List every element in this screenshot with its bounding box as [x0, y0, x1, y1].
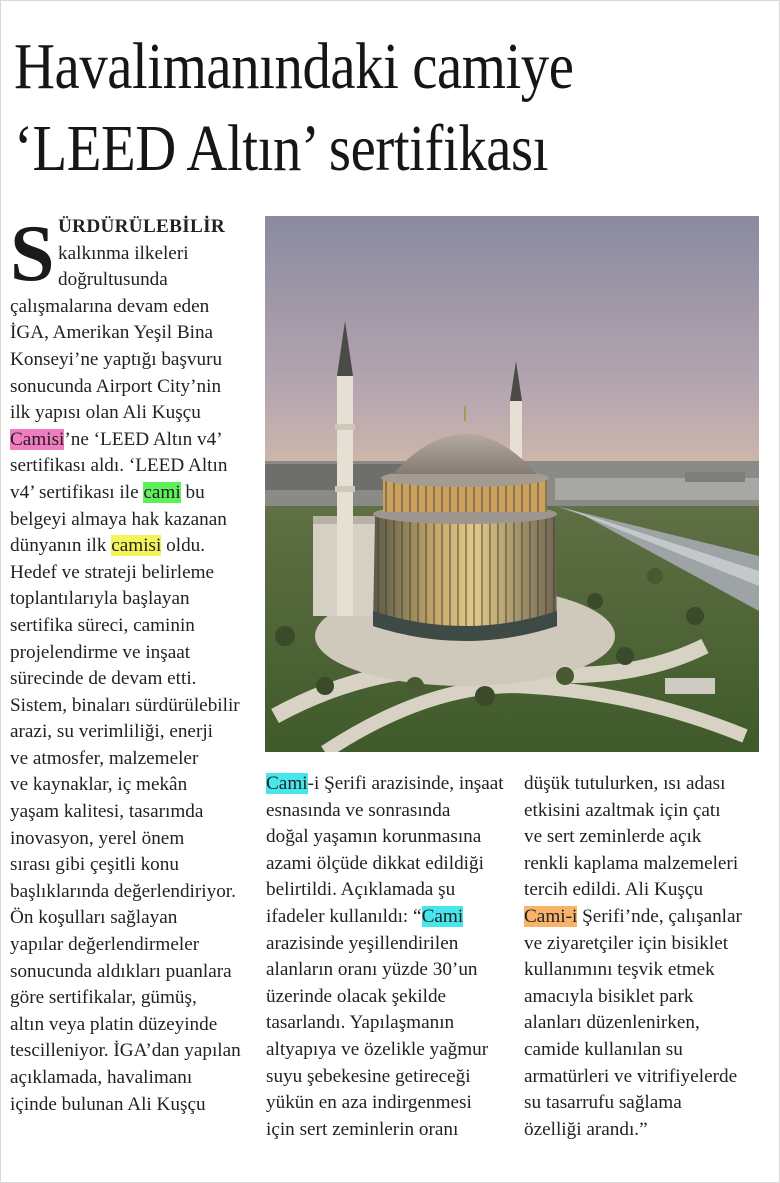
text-line — [10, 480, 258, 507]
text-segment: dünyanın ilk — [10, 535, 112, 557]
text-segment: göre sertifikalar, gümüş, — [10, 987, 197, 1009]
text-segment: ve sert zeminlerde açık — [524, 826, 702, 848]
text-line — [10, 374, 258, 401]
text-segment: kullanımını teşvik etmek — [524, 959, 715, 981]
text-segment: açıklamada, havalimanı — [10, 1067, 193, 1088]
article-column-3 — [524, 771, 774, 1143]
text-line — [524, 1064, 774, 1091]
text-line — [10, 719, 258, 746]
text-segment: doğrultusunda — [58, 269, 168, 291]
text-line — [524, 1090, 774, 1117]
text-segment: Sistem, binaları sürdürülebilir — [10, 694, 240, 716]
text-segment: renkli kaplama malzemeleri — [524, 852, 739, 874]
text-segment: sırası gibi çeşitli konu — [10, 854, 179, 876]
text-segment: içinde bulunan Ali Kuşçu — [10, 1093, 206, 1115]
text-segment: arazisinde yeşillendirilen — [266, 932, 459, 954]
text-segment: camide kullanılan su — [524, 1038, 683, 1060]
text-line — [266, 877, 516, 904]
text-segment: kalkınma ilkeleri — [58, 242, 189, 264]
text-segment: altın veya platin düzeyinde — [10, 1013, 218, 1035]
highlighted-word: Camisi — [10, 428, 65, 450]
text-segment: v4’ sertifikası ile — [10, 481, 144, 503]
text-line — [524, 904, 774, 931]
text-segment: alanların oranı yüzde 30’un — [266, 959, 478, 981]
text-line — [10, 1012, 258, 1039]
text-line — [266, 1090, 516, 1117]
text-segment: alanları düzenlenirken, — [524, 1012, 700, 1034]
text-line — [10, 852, 258, 879]
text-line — [10, 959, 258, 986]
text-segment: azami ölçüde dikkat edildiği — [266, 852, 484, 874]
text-segment: çalışmalarına devam eden — [10, 295, 210, 317]
text-segment: ve atmosfer, malzemeler — [10, 747, 199, 769]
text-line — [524, 957, 774, 984]
text-segment: ve ziyaretçiler için bisiklet — [524, 932, 729, 954]
text-segment: yaşam kalitesi, tasarımda — [10, 801, 204, 823]
text-line — [266, 931, 516, 958]
highlighted-word: Cami-i — [524, 905, 578, 927]
highlighted-word: Cami — [421, 905, 464, 927]
text-line — [10, 214, 258, 241]
headline-line-2: ‘LEED Altın’ sertifikası — [14, 112, 549, 185]
text-line — [10, 932, 258, 959]
text-line — [266, 798, 516, 825]
text-line — [266, 1037, 516, 1064]
text-segment: ÜRDÜRÜLEBİLİR — [58, 216, 226, 237]
text-segment: tercih edildi. Ali Kuşçu — [524, 879, 704, 901]
text-segment: etkisini azaltmak için çatı — [524, 799, 721, 821]
text-line — [10, 985, 258, 1012]
text-segment: esnasında ve sonrasında — [266, 799, 451, 821]
text-line — [10, 267, 258, 294]
text-segment: -i Şerifi arazisinde, inşaat — [307, 773, 504, 794]
text-segment: suyu şebekesine getireceği — [266, 1065, 471, 1087]
text-segment: inovasyon, yerel önem — [10, 827, 185, 849]
text-line — [10, 533, 258, 560]
text-line — [524, 877, 774, 904]
text-segment: projelendirme ve inşaat — [10, 641, 191, 663]
text-segment: Şerifi’nde, çalışanlar — [577, 905, 742, 927]
text-line — [10, 453, 258, 480]
text-segment: sertifikası aldı. ‘LEED Altın — [10, 455, 228, 477]
text-segment: belgeyi almaya hak kazanan — [10, 508, 227, 530]
text-line — [266, 1117, 516, 1144]
text-line — [10, 427, 258, 454]
text-line — [10, 1065, 258, 1092]
text-line — [10, 799, 258, 826]
text-line — [266, 1064, 516, 1091]
text-line — [10, 294, 258, 321]
text-line — [266, 771, 516, 798]
text-line — [10, 507, 258, 534]
text-segment: belirtildi. Açıklamada şu — [266, 879, 456, 901]
text-segment: başlıklarında değerlendiriyor. — [10, 880, 236, 902]
text-line — [10, 241, 258, 268]
text-segment: bu — [180, 481, 205, 503]
text-line — [10, 746, 258, 773]
drop-cap: S — [10, 210, 55, 298]
text-segment: Konseyi’ne yaptığı başvuru — [10, 348, 223, 370]
text-line — [266, 851, 516, 878]
headline-line-1: Havalimanındaki camiye — [14, 30, 574, 103]
text-line — [524, 1010, 774, 1037]
text-line — [10, 693, 258, 720]
text-line — [10, 905, 258, 932]
text-line — [524, 851, 774, 878]
text-segment: toplantılarıyla başlayan — [10, 588, 190, 610]
text-segment: ’ne ‘LEED Altın v4’ — [64, 428, 223, 450]
text-segment: düşük tutulurken, ısı adası — [524, 773, 726, 794]
text-segment: üzerinde olacak şekilde — [266, 985, 447, 1007]
text-line — [10, 347, 258, 374]
text-line — [266, 1010, 516, 1037]
text-segment: için sert zeminlerin oranı — [266, 1118, 459, 1140]
text-line — [524, 771, 774, 798]
text-segment: tescilleniyor. İGA’dan yapılan — [10, 1040, 241, 1062]
text-segment: su tasarrufu sağlama — [524, 1092, 682, 1114]
headline — [14, 26, 668, 190]
text-segment: İGA, Amerikan Yeşil Bina — [10, 322, 214, 344]
text-segment: ilk yapısı olan Ali Kuşçu — [10, 402, 201, 424]
text-line — [524, 824, 774, 851]
text-segment: amacıyla bisiklet park — [524, 985, 694, 1007]
text-segment: armatürleri ve vitrifiyelerde — [524, 1065, 738, 1087]
text-segment: yükün en aza indirgenmesi — [266, 1092, 472, 1114]
text-line — [524, 1037, 774, 1064]
text-line — [266, 904, 516, 931]
text-line — [10, 560, 258, 587]
text-segment: oldu. — [161, 535, 206, 557]
text-segment: altyapıya ve özelikle yağmur — [266, 1038, 489, 1060]
text-segment: yapılar değerlendirmeler — [10, 934, 200, 956]
text-line — [10, 640, 258, 667]
text-line — [10, 666, 258, 693]
text-line — [524, 931, 774, 958]
text-segment: sertifika süreci, caminin — [10, 614, 195, 636]
text-line — [10, 1038, 258, 1065]
text-line — [10, 320, 258, 347]
highlighted-word: cami — [143, 481, 181, 503]
text-line — [524, 1117, 774, 1144]
text-segment: özelliği arandı.” — [524, 1118, 648, 1140]
text-line — [10, 400, 258, 427]
text-segment: ve kaynaklar, iç mekân — [10, 774, 188, 796]
text-segment: sonucunda Airport City’nin — [10, 375, 222, 397]
text-line — [266, 984, 516, 1011]
text-line — [10, 772, 258, 799]
text-segment: sonucunda aldıkları puanlara — [10, 960, 232, 982]
text-line — [10, 879, 258, 906]
article-column-1 — [10, 210, 258, 1118]
text-line — [10, 613, 258, 640]
highlighted-word: camisi — [111, 535, 162, 557]
text-line — [10, 586, 258, 613]
text-segment: sürecinde de devam etti. — [10, 668, 197, 690]
text-line — [524, 984, 774, 1011]
text-segment: tasarlandı. Yapılaşmanın — [266, 1012, 455, 1034]
text-segment: Hedef ve strateji belirleme — [10, 561, 215, 583]
text-line — [266, 824, 516, 851]
text-line — [10, 1092, 258, 1119]
text-line — [524, 798, 774, 825]
text-segment: ifadeler kullanıldı: “ — [266, 905, 422, 927]
text-segment: Ön koşulları sağlayan — [10, 907, 178, 929]
text-segment: doğal yaşamın korunmasına — [266, 826, 482, 848]
text-segment: arazi, su verimliliği, enerji — [10, 721, 213, 743]
text-line — [266, 957, 516, 984]
text-line — [10, 826, 258, 853]
mosque-photo — [265, 216, 759, 752]
article-column-2 — [266, 771, 516, 1143]
highlighted-word: Cami — [266, 773, 308, 794]
